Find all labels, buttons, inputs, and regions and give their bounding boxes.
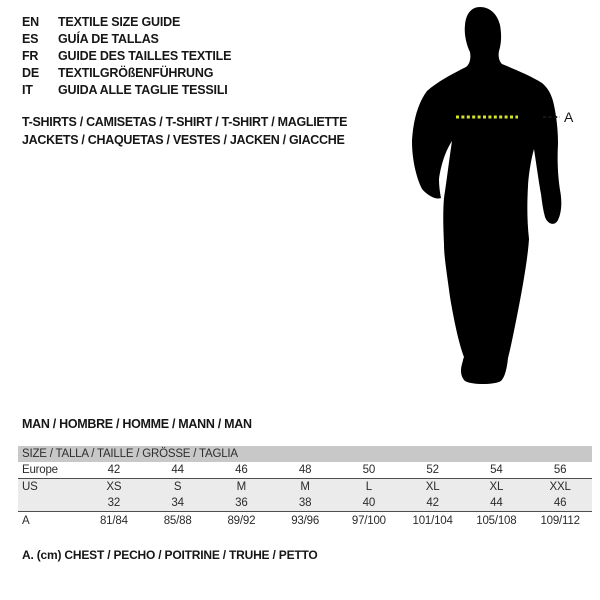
size-cell: 97/100 xyxy=(351,514,386,527)
language-list xyxy=(22,13,231,98)
size-cell: 40 xyxy=(362,497,376,509)
language-label: TEXTILGRÖßENFÜHRUNG xyxy=(58,65,214,80)
language-code: IT xyxy=(22,82,33,97)
language-row-fr xyxy=(22,47,231,64)
size-cell: M xyxy=(300,481,310,493)
size-cell: 42 xyxy=(107,464,121,476)
size-cell: S xyxy=(173,481,182,493)
language-label: GUÍA DE TALLAS xyxy=(58,31,159,46)
category-line-tshirts: T-SHIRTS / CAMISETAS / T-SHIRT / T-SHIRT / MAGLIETTE xyxy=(22,115,348,129)
size-cell: 109/112 xyxy=(540,514,580,527)
table-row-europe xyxy=(18,462,592,478)
size-cell: 52 xyxy=(426,464,439,476)
size-cell: 85/88 xyxy=(163,514,192,527)
size-cell: 54 xyxy=(490,464,503,476)
size-cell: 32 xyxy=(107,497,121,509)
category-line-jackets: JACKETS / CHAQUETAS / VESTES / JACKEN / GIACCHE xyxy=(22,133,345,147)
row-label: A xyxy=(22,514,30,527)
size-cell: 46 xyxy=(235,464,248,476)
language-code: EN xyxy=(22,14,39,29)
table-row-chest-cm xyxy=(18,511,592,529)
language-row-en xyxy=(22,13,231,30)
chest-measure-label: A xyxy=(564,109,574,125)
size-cell: 34 xyxy=(171,497,184,509)
size-cell: 56 xyxy=(553,464,567,476)
size-cell: 36 xyxy=(235,497,248,509)
language-label: GUIDA ALLE TAGLIE TESSILI xyxy=(58,82,228,97)
language-code: ES xyxy=(22,31,39,46)
language-code: DE xyxy=(22,65,39,80)
size-cell: 105/108 xyxy=(476,514,517,527)
size-cell: XXL xyxy=(549,481,571,493)
size-cell: 48 xyxy=(298,464,312,476)
size-cell: 89/92 xyxy=(227,514,256,527)
size-cell: 44 xyxy=(171,464,184,476)
table-row-us xyxy=(18,478,592,495)
size-cell: 42 xyxy=(426,497,439,509)
size-cell: 44 xyxy=(490,497,503,509)
table-row-numeric xyxy=(18,495,592,511)
language-row-it xyxy=(22,81,231,98)
garment-categories xyxy=(22,113,347,149)
size-cell: L xyxy=(365,481,372,493)
size-cell: XL xyxy=(425,481,440,493)
size-cell: 93/96 xyxy=(291,514,320,527)
size-cell: XL xyxy=(489,481,504,493)
size-cell: 101/104 xyxy=(412,514,453,527)
language-label: TEXTILE SIZE GUIDE xyxy=(58,14,181,29)
size-cell: M xyxy=(236,481,247,493)
size-table xyxy=(18,446,592,529)
row-label: Europe xyxy=(22,464,58,476)
language-label: GUIDE DES TAILLES TEXTILE xyxy=(58,48,232,63)
size-cell: 38 xyxy=(298,497,312,509)
language-row-de xyxy=(22,64,231,81)
size-table-header: SIZE / TALLA / TAILLE / GRÖSSE / TAGLIA xyxy=(18,446,592,462)
man-silhouette-figure xyxy=(395,0,600,405)
size-cell: 50 xyxy=(362,464,376,476)
size-cell: 46 xyxy=(553,497,567,509)
language-row-es xyxy=(22,30,231,47)
language-code: FR xyxy=(22,48,39,63)
measure-footnote: A. (cm) CHEST / PECHO / POITRINE / TRUHE / PETTO xyxy=(22,548,318,562)
man-silhouette xyxy=(412,7,561,384)
section-title-man: MAN / HOMBRE / HOMME / MANN / MAN xyxy=(22,417,252,431)
row-label: US xyxy=(22,481,38,493)
size-cell: XS xyxy=(106,481,122,493)
size-cell: 81/84 xyxy=(99,514,128,527)
